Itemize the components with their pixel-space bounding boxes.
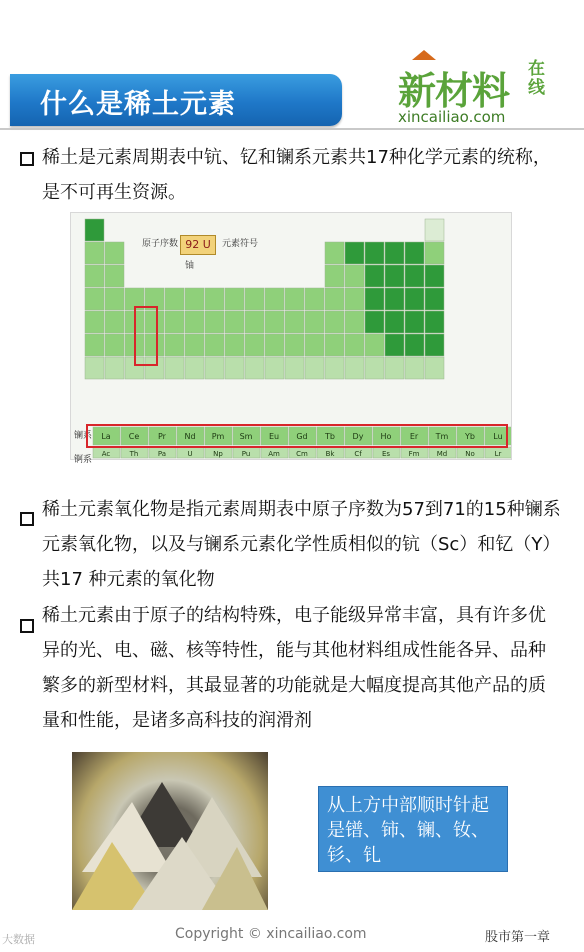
lanthanide-symbol: Gd — [296, 432, 308, 441]
element-cell — [325, 265, 344, 287]
element-cell — [425, 288, 444, 310]
element-cell — [425, 311, 444, 333]
element-cell — [305, 311, 324, 333]
lanthanide-row-label: 镧系 — [74, 431, 93, 441]
element-cell — [225, 357, 244, 379]
powder-piles-graphic — [72, 752, 268, 910]
actinide-symbol: Am — [268, 450, 280, 458]
element-cell — [165, 334, 184, 356]
element-cell — [385, 288, 404, 310]
rare-earth-powders-photo — [72, 752, 268, 910]
actinide-symbol: Cf — [354, 450, 362, 458]
header-divider — [0, 128, 584, 130]
actinide-symbol: Np — [213, 450, 223, 458]
element-cell — [385, 357, 404, 379]
lanthanide-symbol: Er — [409, 432, 419, 441]
element-cell — [365, 242, 384, 264]
element-cell — [165, 357, 184, 379]
actinide-symbol: Ac — [101, 450, 111, 458]
actinide-symbol: Fm — [408, 450, 420, 458]
element-cell — [365, 357, 384, 379]
sample-element-name: 铀 — [185, 261, 195, 271]
element-cell — [405, 288, 424, 310]
element-cell — [205, 311, 224, 333]
element-cell — [405, 334, 424, 356]
element-cell — [345, 242, 364, 264]
element-cell — [365, 334, 384, 356]
element-cell — [365, 311, 384, 333]
lanthanide-symbol: Tb — [325, 432, 335, 441]
element-cell — [165, 311, 184, 333]
element-cell — [305, 357, 324, 379]
element-cell — [425, 265, 444, 287]
actinide-symbol: Es — [381, 450, 391, 458]
logo-roof-icon — [412, 50, 436, 60]
element-cell — [325, 334, 344, 356]
element-cell — [345, 311, 364, 333]
element-cell — [405, 311, 424, 333]
element-cell — [285, 311, 304, 333]
logo-url: xincailiao.com — [398, 108, 506, 126]
element-cell — [325, 242, 344, 264]
element-cell — [85, 357, 104, 379]
bullet-square-icon — [20, 619, 34, 633]
element-cell — [85, 334, 104, 356]
element-cell — [425, 334, 444, 356]
element-cell — [265, 334, 284, 356]
element-cell — [245, 311, 264, 333]
element-cell — [105, 242, 124, 264]
lanthanide-symbol: Eu — [268, 432, 280, 441]
actinide-symbol: Pu — [241, 450, 251, 458]
element-cell — [425, 357, 444, 379]
element-cell — [325, 288, 344, 310]
element-cell — [185, 311, 204, 333]
lanthanide-symbol: Ce — [128, 432, 140, 441]
element-cell — [85, 219, 104, 241]
element-cell — [365, 265, 384, 287]
lanthanide-symbol: Dy — [352, 432, 364, 441]
element-cell — [205, 334, 224, 356]
element-cell — [185, 288, 204, 310]
element-cell — [185, 357, 204, 379]
element-cell — [185, 334, 204, 356]
element-cell — [225, 334, 244, 356]
element-cell — [165, 288, 184, 310]
bullet-text-2: 稀土元素氧化物是指元素周期表中原子序数为57到71的15种镧系元素氧化物，以及与镧系元素化学性质相似的钪（Sc）和钇（Y）共17 种元素的氧化物 — [42, 499, 561, 590]
actinide-symbol: Md — [436, 450, 448, 458]
element-cell — [345, 357, 364, 379]
sample-element-number: 92 U — [180, 235, 216, 255]
actinide-symbol: Pa — [157, 450, 167, 458]
actinide-symbol: Bk — [325, 450, 335, 458]
watermark-right: 股市第一章 — [485, 930, 551, 945]
logo-side-text: 在线 — [528, 59, 545, 98]
lanthanide-symbol: Pm — [211, 432, 225, 441]
element-cell — [325, 357, 344, 379]
lanthanide-symbol: Yb — [465, 432, 475, 441]
element-cell — [305, 288, 324, 310]
watermark-left: 大数据 — [2, 933, 35, 946]
element-cell — [385, 242, 404, 264]
lanthanide-symbol: Sm — [239, 432, 253, 441]
bullet-text-3: 稀土元素由于原子的结构特殊，电子能级异常丰富，具有许多优异的光、电、磁、核等特性，能与其他材料组成性能各异、品种繁多的新型材料，其最显著的功能就是大幅度提高其他产品的质量和性能，是诸多高科技的润滑剂 — [42, 605, 546, 731]
element-cell — [105, 357, 124, 379]
logo-main-text: 新材料 — [398, 69, 510, 113]
actinide-symbol: No — [465, 450, 475, 458]
element-cell — [245, 357, 264, 379]
element-cell — [205, 357, 224, 379]
lanthanide-highlight-box — [86, 424, 508, 448]
element-cell — [345, 288, 364, 310]
bullet-text-1: 稀土是元素周期表中钪、钇和镧系元素共17种化学元素的统称，是不可再生资源。 — [42, 147, 551, 203]
element-cell — [405, 265, 424, 287]
lanthanide-symbol: La — [101, 432, 111, 441]
sc-y-highlight-box — [134, 306, 158, 366]
element-cell — [205, 288, 224, 310]
actinide-symbol: Th — [129, 450, 139, 458]
element-cell — [385, 334, 404, 356]
lanthanide-symbol: Lu — [493, 432, 503, 441]
actinide-row-label: 锕系 — [74, 455, 93, 465]
element-cell — [405, 357, 424, 379]
element-cell — [105, 334, 124, 356]
element-cell — [345, 265, 364, 287]
element-cell — [225, 288, 244, 310]
bullet-square-icon — [20, 152, 34, 166]
element-cell — [385, 311, 404, 333]
element-cell — [345, 334, 364, 356]
element-cell — [265, 357, 284, 379]
page-title: 什么是稀土元素 — [40, 89, 236, 120]
element-cell — [265, 311, 284, 333]
actinide-symbol: Cm — [296, 450, 308, 458]
element-cell — [85, 311, 104, 333]
element-cell — [245, 334, 264, 356]
element-cell — [405, 242, 424, 264]
bullet-square-icon — [20, 512, 34, 526]
element-cell — [285, 288, 304, 310]
actinide-symbol: Lr — [494, 450, 502, 458]
element-cell — [265, 288, 284, 310]
element-symbol-label: 元素符号 — [222, 239, 259, 249]
element-cell — [105, 311, 124, 333]
lanthanide-symbol: Pr — [158, 432, 166, 441]
copyright-text: Copyright © xincailiao.com — [175, 926, 367, 942]
actinide-symbol: U — [187, 450, 193, 458]
element-cell — [365, 288, 384, 310]
photo-caption: 从上方中部顺时针起是镨、铈、镧、钕、钐、钆 — [318, 786, 508, 872]
element-cell — [105, 265, 124, 287]
element-cell — [245, 288, 264, 310]
element-cell — [425, 219, 444, 241]
element-cell — [225, 311, 244, 333]
lanthanide-symbol: Tm — [435, 432, 449, 441]
element-cell — [85, 242, 104, 264]
element-cell — [325, 311, 344, 333]
element-cell — [85, 288, 104, 310]
element-cell — [105, 288, 124, 310]
element-cell — [305, 334, 324, 356]
element-cell — [285, 357, 304, 379]
element-cell — [385, 265, 404, 287]
atomic-number-label: 原子序数 — [142, 239, 179, 249]
element-cell — [285, 334, 304, 356]
element-cell — [425, 242, 444, 264]
element-cell — [85, 265, 104, 287]
lanthanide-symbol: Ho — [380, 432, 392, 441]
lanthanide-symbol: Nd — [184, 432, 196, 441]
